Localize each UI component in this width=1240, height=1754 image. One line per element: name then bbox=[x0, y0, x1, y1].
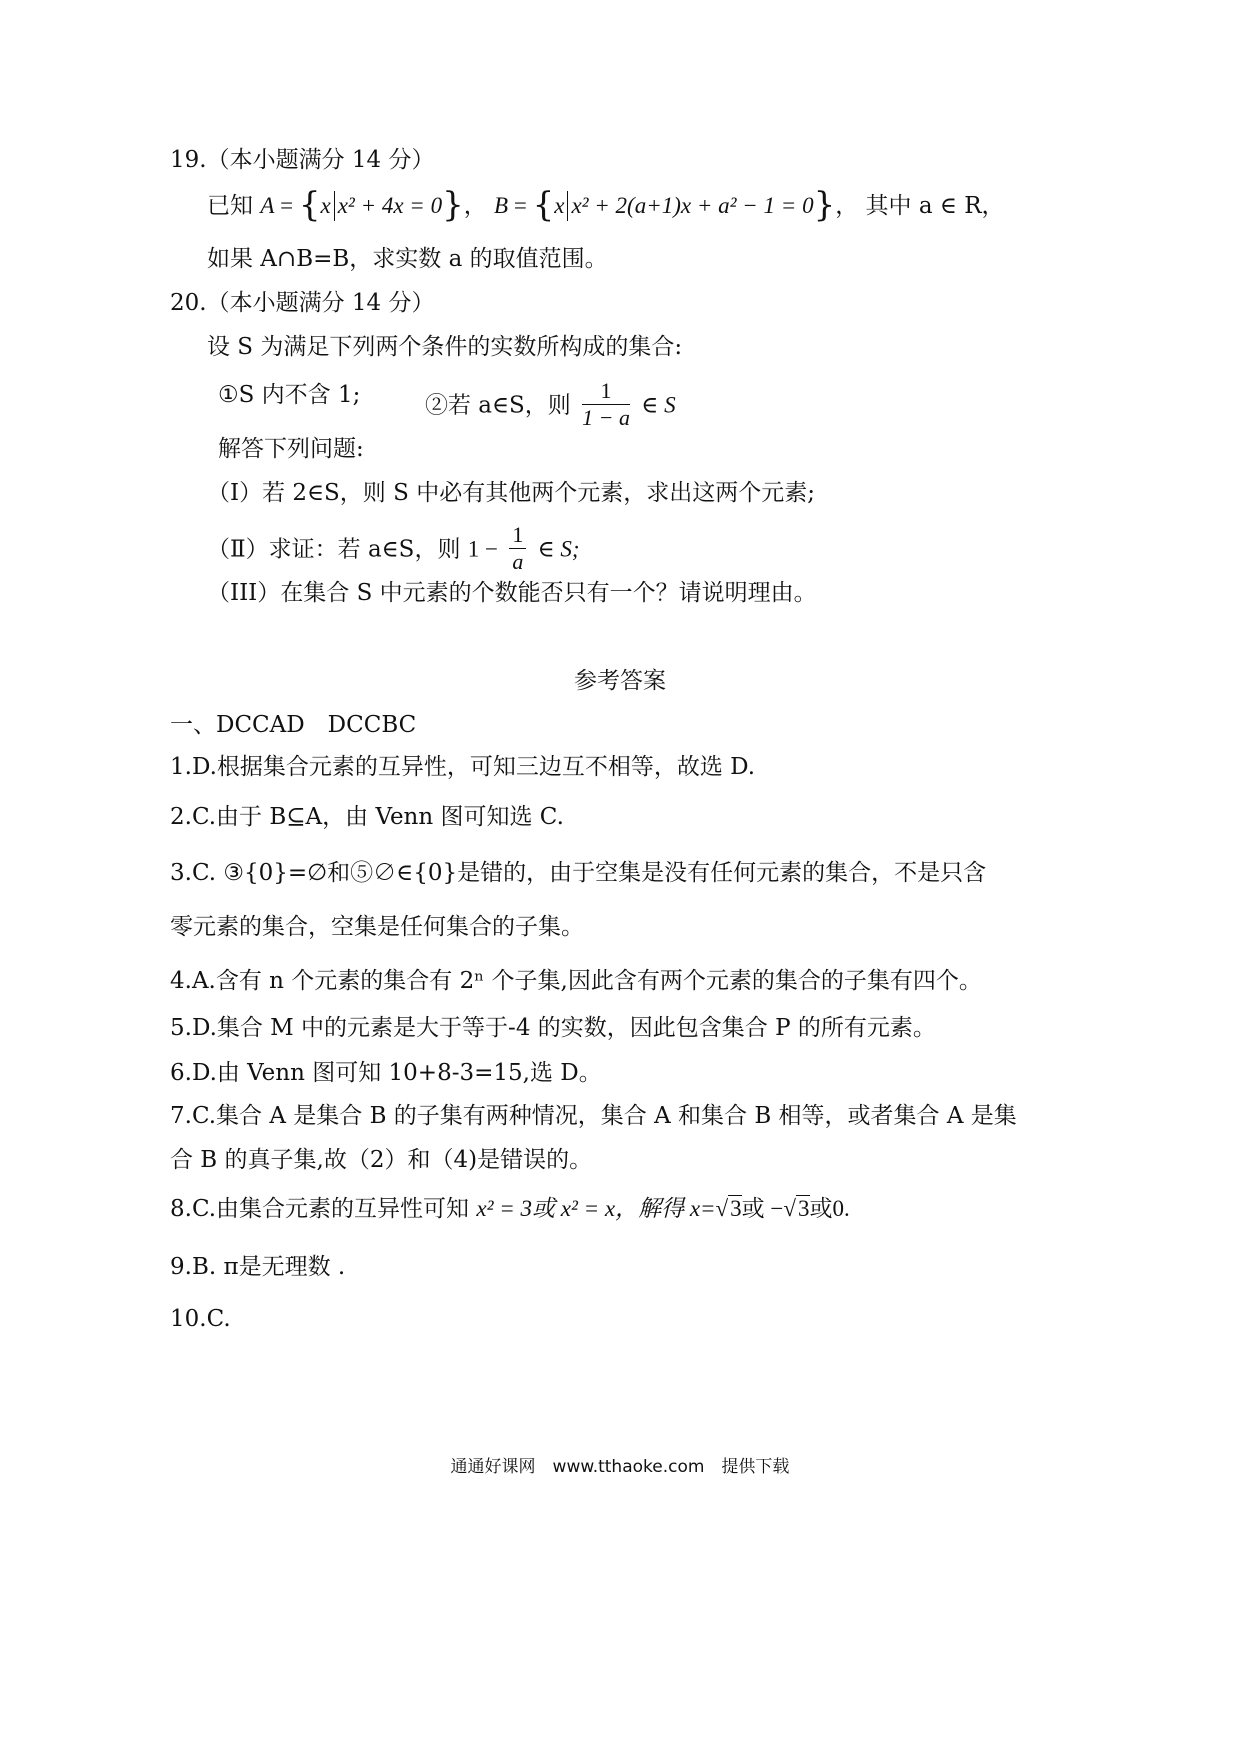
q19-setB-expr: x² + 2(a+1)x + a² − 1 = 0 bbox=[571, 193, 814, 218]
answer-3-line1: 3.C. ③{0}=∅和⑤∅∈{0}是错的，由于空集是没有任何元素的集合，不是只含 bbox=[170, 860, 987, 886]
q20-number: 20. bbox=[170, 290, 207, 316]
answer-8-end: 或0. bbox=[809, 1196, 850, 1221]
q20-cond2-frac-num: 1 bbox=[582, 378, 630, 405]
q19-question: 如果 A∩B=B，求实数 a 的取值范围。 bbox=[207, 246, 608, 272]
q19-header: （本小题满分 14 分） bbox=[206, 147, 435, 173]
answer-8: 8.C.由集合元素的互异性可知 x² = 3或 x² = x，解得 x=√3或 −√3或0. bbox=[170, 1196, 850, 1222]
answer-8-prefix: 8.C.由集合元素的互异性可知 bbox=[170, 1196, 470, 1222]
q19-number: 19. bbox=[170, 147, 207, 173]
answer-3-line2: 零元素的集合，空集是任何集合的子集。 bbox=[170, 914, 584, 940]
answers-title: 参考答案 bbox=[574, 668, 666, 694]
q20-header: （本小题满分 14 分） bbox=[206, 290, 435, 316]
answer-4: 4.A.含有 n 个元素的集合有 2ⁿ 个子集,因此含有两个元素的集合的子集有四个。 bbox=[170, 968, 982, 994]
answer-8-sqrt1: 3 bbox=[730, 1196, 742, 1221]
q20-part2-fraction bbox=[509, 522, 526, 575]
q20-heading bbox=[170, 288, 434, 318]
q20-part2-suffix: ∈ S; bbox=[537, 536, 580, 562]
q20-cond2-fraction bbox=[582, 378, 630, 431]
answer-6: 6.D.由 Venn 图可知 10+8-3=15,选 D。 bbox=[170, 1060, 602, 1086]
answer-2: 2.C.由于 B⊆A，由 Venn 图可知选 C. bbox=[170, 804, 564, 830]
answer-5: 5.D.集合 M 中的元素是大于等于-4 的实数，因此包含集合 P 的所有元素。 bbox=[170, 1015, 936, 1041]
q19-setA-name: A bbox=[260, 193, 275, 218]
q20-answer-intro: 解答下列问题: bbox=[218, 436, 364, 462]
answer-7-line1: 7.C.集合 A 是集合 B 的子集有两种情况，集合 A 和集合 B 相等，或者集合 A 是集 bbox=[170, 1103, 1017, 1129]
q19-setB-name: B bbox=[494, 193, 509, 218]
answer-8-eq: x² = 3或 x² = x，解得 x= bbox=[476, 1196, 716, 1221]
q20-part2-frac-num: 1 bbox=[509, 522, 526, 549]
q20-part2: （Ⅱ）求证：若 a∈S，则 1 − $\frac{1}{a}$ ∈ S; bbox=[207, 522, 580, 574]
answer-10: 10.C. bbox=[170, 1306, 231, 1332]
q20-part2-frac-den: a bbox=[512, 549, 524, 574]
answer-7-line2: 合 B 的真子集,故（2）和（4)是错误的。 bbox=[170, 1147, 593, 1173]
q19-condition: 其中 a ∈ R bbox=[865, 193, 982, 219]
q20-cond2-frac-den: 1 − a bbox=[582, 405, 630, 430]
q20-cond2-prefix: ②若 a∈S，则 bbox=[425, 392, 571, 419]
q20-part3: （III）在集合 S 中元素的个数能否只有一个？请说明理由。 bbox=[207, 580, 817, 606]
q20-intro: 设 S 为满足下列两个条件的实数所构成的集合: bbox=[207, 334, 683, 360]
page-footer: 通通好课网 www.tthaoke.com 提供下载 bbox=[450, 1457, 790, 1477]
q20-cond2 bbox=[425, 380, 676, 433]
q20-part1: （Ⅰ）若 2∈S，则 S 中必有其他两个元素，求出这两个元素; bbox=[207, 480, 815, 506]
q19-sets-line: 已知 A = {x x² + 4x = 0}， B = {x x² + 2(a+1)x + a² − 1 = 0}， 其中 a ∈ R， bbox=[207, 185, 1005, 225]
answer-8-sqrt2: 3 bbox=[798, 1196, 810, 1221]
answer-9: 9.B. π是无理数 . bbox=[170, 1254, 346, 1280]
q19-setA-expr: x² + 4x = 0 bbox=[337, 193, 443, 218]
q20-cond2-suffix: ∈ S bbox=[641, 392, 676, 418]
q20-part2-prefix: （Ⅱ）求证：若 a∈S，则 bbox=[207, 536, 461, 563]
answers-section-one: 一、DCCAD DCCBC bbox=[170, 712, 417, 738]
answer-1: 1.D.根据集合元素的互异性，可知三边互不相等，故选 D. bbox=[170, 754, 756, 780]
q19-heading bbox=[170, 145, 434, 175]
q20-cond1: ①S 内不含 1; bbox=[218, 382, 361, 408]
q19-known: 已知 bbox=[207, 193, 253, 219]
answer-8-mid: 或 − bbox=[741, 1196, 784, 1221]
